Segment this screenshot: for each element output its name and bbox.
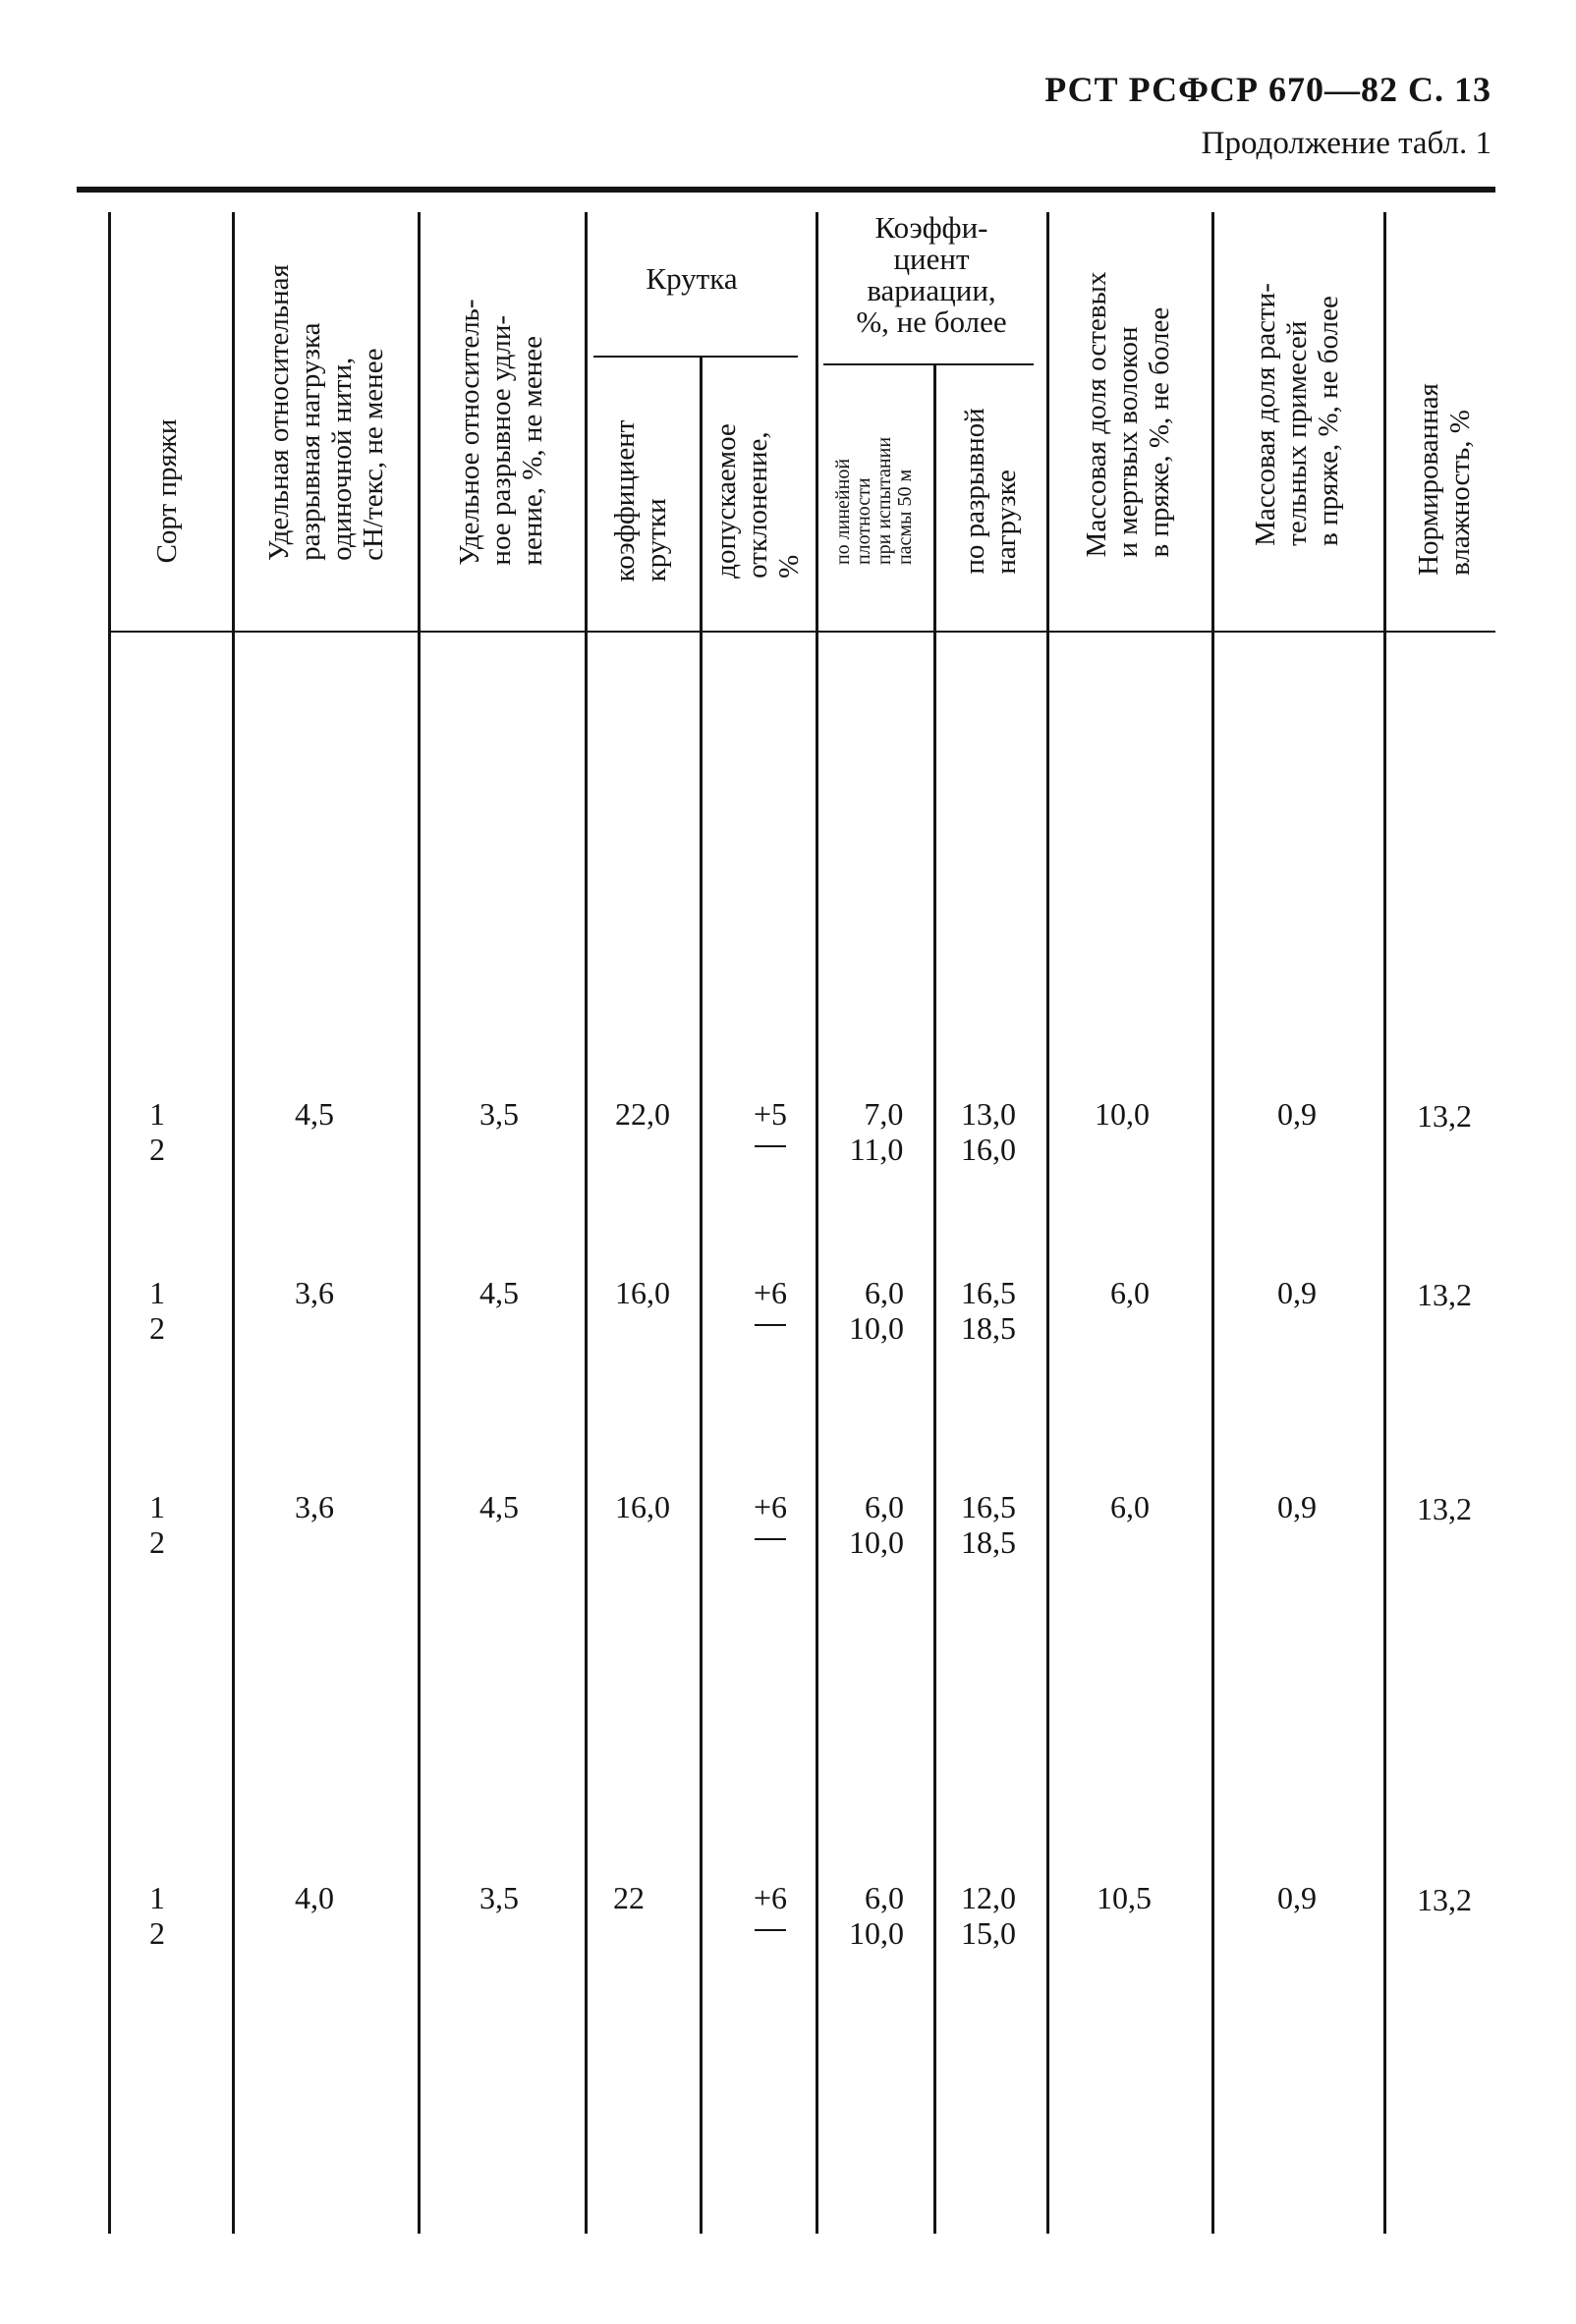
cell-dead-fibers: 6,0 [1110, 1275, 1150, 1310]
cell-dead-fibers: 10,5 [1097, 1880, 1152, 1915]
deviation-value: +6 [753, 1489, 788, 1524]
cell-twist-deviation [754, 1096, 787, 1147]
minus-sign [755, 1145, 786, 1147]
deviation-value: +6 [753, 1880, 788, 1915]
header-twist: Крутка [646, 261, 738, 296]
header-plant-impurities: Массовая доля расти- тельных примесей в пряже, %, не более [1250, 283, 1344, 546]
minus-sign [755, 1538, 786, 1540]
document-code: РСТ РСФСР 670—82 С. 13 [1044, 70, 1492, 109]
cell-variation-load: 12,0 15,0 [961, 1880, 1016, 1951]
column-divider [816, 212, 818, 2234]
deviation-value: +6 [753, 1275, 788, 1310]
variation-subheader-rule [823, 363, 1034, 365]
cell-moisture: 13,2 [1417, 1277, 1472, 1312]
cell-elongation: 3,5 [479, 1880, 519, 1915]
cell-plant-impurities: 0,9 [1277, 1096, 1317, 1132]
cell-plant-impurities: 0,9 [1277, 1880, 1317, 1915]
header-twist-coefficient: коэффициент крутки [609, 419, 672, 582]
cell-plant-impurities: 0,9 [1277, 1489, 1317, 1524]
cell-moisture: 13,2 [1417, 1098, 1472, 1134]
column-divider [700, 358, 703, 2234]
header-grade: Сорт пряжи [151, 418, 183, 564]
column-divider [418, 212, 421, 2234]
column-divider [933, 365, 936, 2234]
header-twist-deviation: допускаемое отклонение, % [710, 423, 805, 579]
minus-sign [755, 1929, 786, 1931]
cell-breaking-load: 4,5 [295, 1096, 334, 1132]
header-elongation: Удельное относитель- ное разрывное удли- нение, %, не менее [454, 299, 548, 566]
cell-twist-deviation [754, 1880, 787, 1931]
cell-grade: 1 2 [149, 1489, 165, 1560]
cell-plant-impurities: 0,9 [1277, 1275, 1317, 1310]
cell-grade: 1 2 [149, 1096, 165, 1167]
cell-twist-deviation [754, 1489, 787, 1540]
header-variation: Коэффи- циент вариации, %, не более [856, 210, 1007, 339]
cell-variation-load: 16,5 18,5 [961, 1275, 1016, 1346]
cell-variation-linear: 7,0 11,0 [849, 1096, 904, 1167]
table-top-rule [77, 187, 1495, 193]
column-divider [232, 212, 235, 2234]
cell-variation-load: 13,0 16,0 [961, 1096, 1016, 1167]
cell-variation-load: 16,5 18,5 [961, 1489, 1016, 1560]
deviation-value: +5 [753, 1096, 788, 1132]
cell-dead-fibers: 6,0 [1110, 1489, 1150, 1524]
cell-twist-coefficient: 22 [613, 1880, 645, 1915]
cell-twist-coefficient: 16,0 [615, 1489, 670, 1524]
cell-breaking-load: 4,0 [295, 1880, 334, 1915]
cell-variation-linear: 6,0 10,0 [849, 1489, 904, 1560]
cell-variation-linear: 6,0 10,0 [849, 1880, 904, 1951]
cell-breaking-load: 3,6 [295, 1275, 334, 1310]
column-divider [585, 212, 588, 2234]
minus-sign [755, 1324, 786, 1326]
header-breaking-load: Удельная относительная разрывная нагрузка одиночной нити, сН/текс, не менее [263, 264, 389, 561]
header-bottom-rule [110, 631, 1495, 633]
column-divider [1211, 212, 1214, 2234]
cell-variation-linear: 6,0 10,0 [849, 1275, 904, 1346]
cell-moisture: 13,2 [1417, 1491, 1472, 1526]
cell-dead-fibers: 10,0 [1095, 1096, 1150, 1132]
cell-twist-deviation [754, 1275, 787, 1326]
header-moisture: Нормированная влажность, % [1413, 383, 1476, 576]
cell-elongation: 4,5 [479, 1489, 519, 1524]
cell-twist-coefficient: 16,0 [615, 1275, 670, 1310]
cell-elongation: 3,5 [479, 1096, 519, 1132]
header-dead-fibers: Массовая доля остевых и мертвых волокон в пряже, %, не более [1081, 271, 1175, 558]
table-continuation-label: Продолжение табл. 1 [1201, 126, 1492, 161]
header-variation-load: по разрывной нагрузке [959, 408, 1022, 575]
twist-subheader-rule [593, 356, 798, 358]
cell-grade: 1 2 [149, 1880, 165, 1951]
cell-moisture: 13,2 [1417, 1882, 1472, 1917]
column-divider [1383, 212, 1386, 2234]
cell-grade: 1 2 [149, 1275, 165, 1346]
cell-breaking-load: 3,6 [295, 1489, 334, 1524]
cell-elongation: 4,5 [479, 1275, 519, 1310]
cell-twist-coefficient: 22,0 [615, 1096, 670, 1132]
column-divider [1046, 212, 1049, 2234]
header-variation-linear: по линейной плотности при испытании пасмы 50 м [832, 436, 916, 566]
column-divider [108, 212, 111, 2234]
